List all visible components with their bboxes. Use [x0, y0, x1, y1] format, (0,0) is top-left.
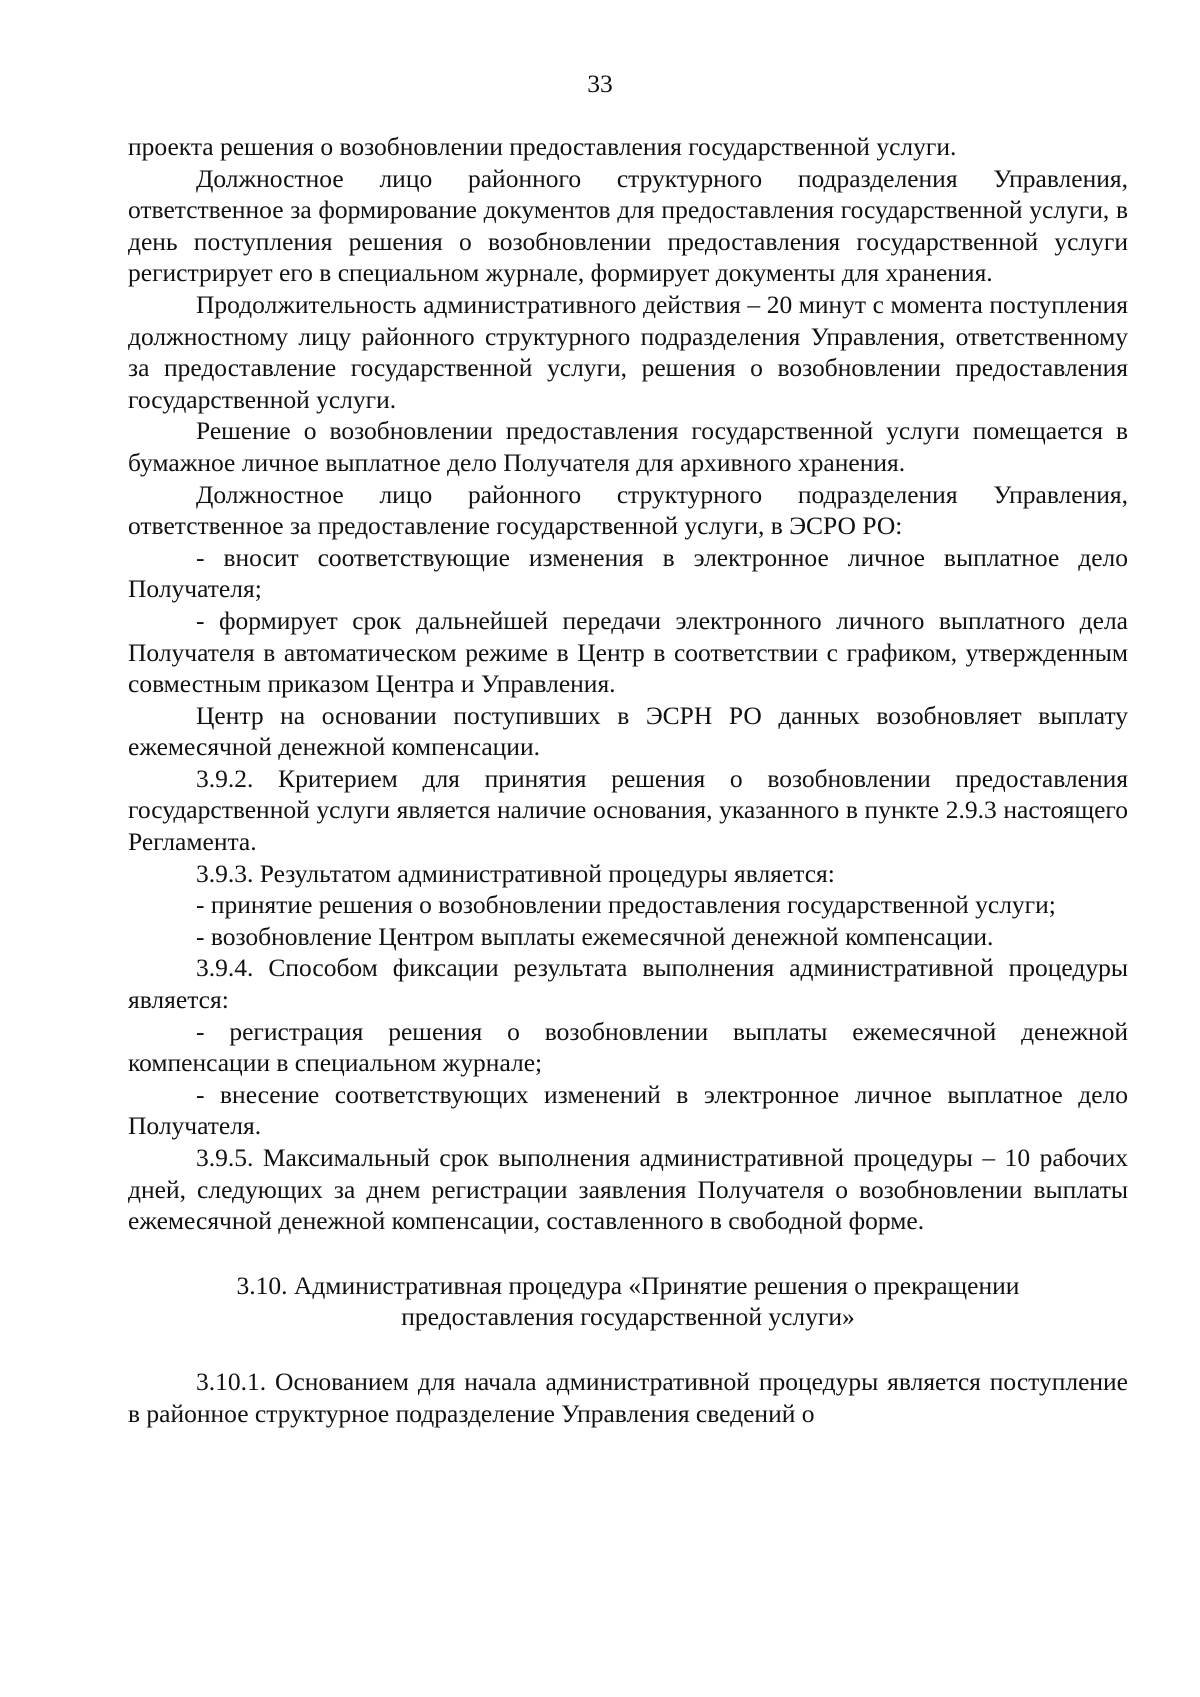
list-item: - формирует срок дальнейшей передачи электронного личного выплатного дела Получателя в автоматическом режиме в Центр в соответствии с графиком, утвержденным совместным приказом Центра и Управления.: [128, 605, 1128, 699]
clause-3-9-5: 3.9.5. Максимальный срок выполнения административной процедуры – 10 рабочих дней, следующих за днем регистрации заявления Получателя о возобновлении выплаты ежемесячной денежной компенсации, составленного в свободной форме.: [128, 1143, 1128, 1236]
paragraph-continuation: проекта решения о возобновлении предоставления государственной услуги.: [128, 132, 957, 161]
paragraph: Центр на основании поступивших в ЭСРН РО данных возобновляет выплату ежемесячной денежной компенсации.: [128, 700, 1128, 762]
paragraph: Продолжительность административного действия – 20 минут с момента поступления должностному лицу районного структурного подразделения Управления, ответственному за предоставление государственной услуги, решения о возобновлении предоставления государственной услуги.: [128, 289, 1128, 414]
list-item: - принятие решения о возобновлении предоставления государственной услуги;: [196, 890, 1056, 920]
paragraph: Решение о возобновлении предоставления государственной услуги помещается в бумажное личное выплатное дело Получателя для архивного хранения.: [128, 416, 1128, 477]
clause-3-9-3: 3.9.3. Результатом административной процедуры является:: [196, 858, 835, 888]
paragraph: Должностное лицо районного структурного подразделения Управления, ответственное за формирование документов для предоставления государственной услуги, в день поступления решения о возобновлении предоставления государственной услуги регистрирует его в специальном журнале, формирует документы для хранения.: [128, 163, 1128, 288]
document-body: [128, 131, 1128, 1429]
list-item: - вносит соответствующие изменения в электронное личное выплатное дело Получателя;: [128, 542, 1128, 604]
section-heading-line-1: 3.10. Административная процедура «Принятие решения о прекращении: [236, 1270, 1020, 1300]
clause-3-10-1: 3.10.1. Основанием для начала административной процедуры является поступление в районное структурное подразделение Управления сведений о: [128, 1366, 1128, 1428]
list-item: - возобновление Центром выплаты ежемесячной денежной компенсации.: [196, 921, 994, 951]
list-item: - регистрация решения о возобновлении выплаты ежемесячной денежной компенсации в специальном журнале;: [128, 1016, 1128, 1078]
section-heading-line-2: предоставления государственной услуги»: [401, 1302, 855, 1332]
page-number: 33: [587, 69, 613, 98]
clause-3-9-2: 3.9.2. Критерием для принятия решения о возобновлении предоставления государственной услуги является наличие основания, указанного в пункте 2.9.3 настоящего Регламента.: [128, 763, 1128, 857]
section-heading: [128, 1270, 1128, 1333]
list-item: - внесение соответствующих изменений в электронное личное выплатное дело Получателя.: [128, 1079, 1128, 1141]
paragraph: Должностное лицо районного структурного подразделения Управления, ответственное за предоставление государственной услуги, в ЭСРО РО:: [128, 479, 1128, 541]
clause-3-9-4: 3.9.4. Способом фиксации результата выполнения административной процедуры является:: [128, 953, 1128, 1015]
